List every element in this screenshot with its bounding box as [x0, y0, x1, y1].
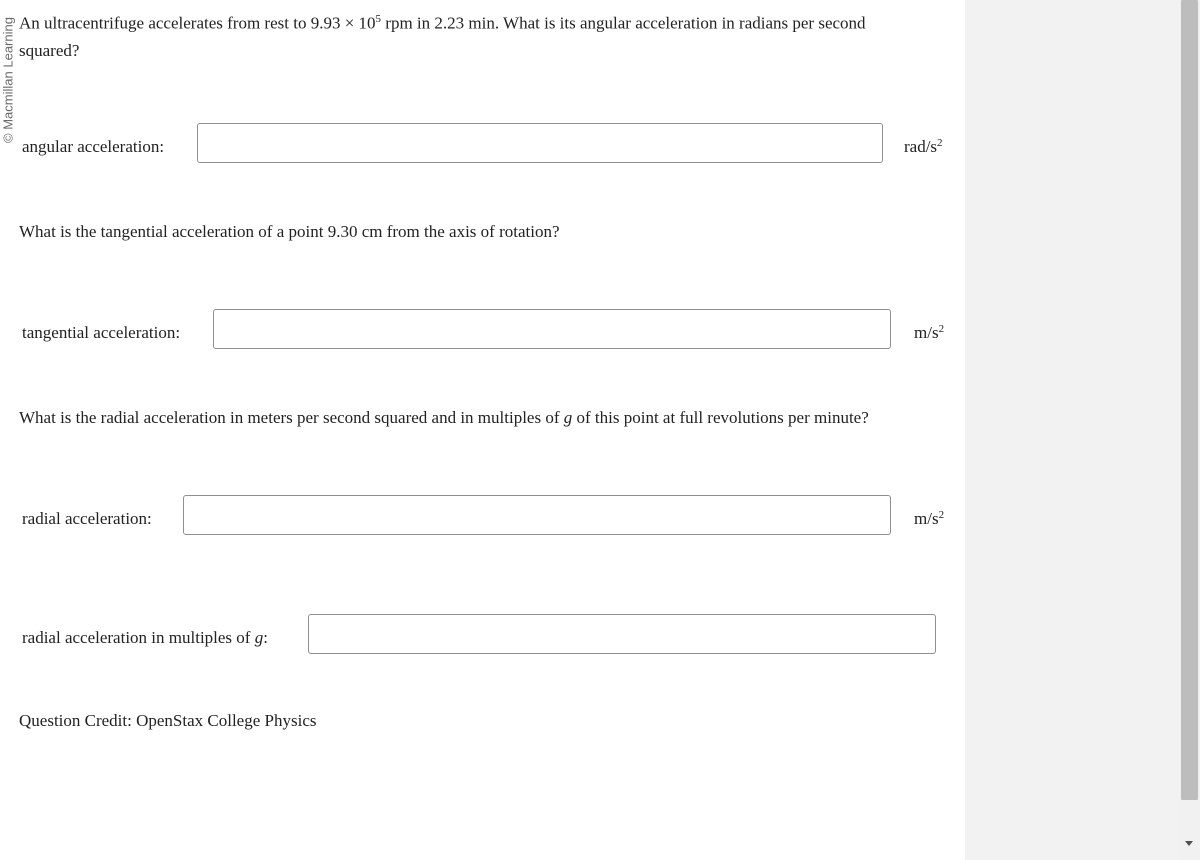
question-credit: Question Credit: OpenStax College Physics [19, 711, 317, 730]
angular-acceleration-unit [904, 137, 943, 157]
unit-exponent: 2 [938, 323, 945, 335]
scroll-down-arrow-icon[interactable] [1182, 836, 1196, 850]
radial-acceleration-unit [914, 509, 944, 529]
question-1-prompt [19, 6, 899, 64]
angular-acceleration-input[interactable] [197, 123, 883, 163]
question-3-prompt-text-end: of this point at full revolutions per minute? [572, 408, 869, 427]
watermark-text: © Macmillan Learning [0, 17, 15, 143]
unit-base: rad/s [904, 137, 938, 156]
radial-acceleration-g-label-text: radial acceleration in multiples of [22, 628, 255, 647]
tangential-acceleration-unit [914, 323, 944, 343]
radial-acceleration-g-variable: g [254, 628, 264, 647]
scrollbar-thumb[interactable] [1181, 0, 1198, 800]
radial-acceleration-g-input[interactable] [308, 614, 936, 654]
question-2-prompt: What is the tangential acceleration of a point 9.30 cm from the axis of rotation? [19, 222, 560, 241]
scroll-down-arrow-glyph [1182, 836, 1196, 850]
question-3-variable-g: g [563, 408, 573, 427]
unit-exponent: 2 [938, 509, 945, 521]
question-1-prompt-text: An ultracentrifuge accelerates from rest to 9.93 × 10 [19, 13, 376, 33]
radial-acceleration-label: radial acceleration: [22, 509, 152, 528]
tangential-acceleration-label: tangential acceleration: [22, 323, 181, 342]
right-gutter [965, 0, 1180, 860]
angular-acceleration-label: angular acceleration: [22, 137, 165, 156]
unit-exponent: 2 [937, 137, 943, 149]
unit-base: m/s [914, 509, 939, 528]
question-1-prompt-text-end: rpm in 2.23 min. What is its angular acceleration in radians per second squared? [19, 13, 866, 60]
tangential-acceleration-input[interactable] [213, 309, 891, 349]
unit-base: m/s [914, 323, 939, 342]
radial-acceleration-g-label-colon: : [263, 628, 268, 647]
question-3-prompt [19, 404, 869, 431]
question-1-exponent: 5 [375, 13, 382, 25]
radial-acceleration-input[interactable] [183, 495, 891, 535]
radial-acceleration-g-label [22, 628, 268, 648]
question-3-prompt-text: What is the radial acceleration in meters per second squared and in multiples of [19, 408, 564, 427]
